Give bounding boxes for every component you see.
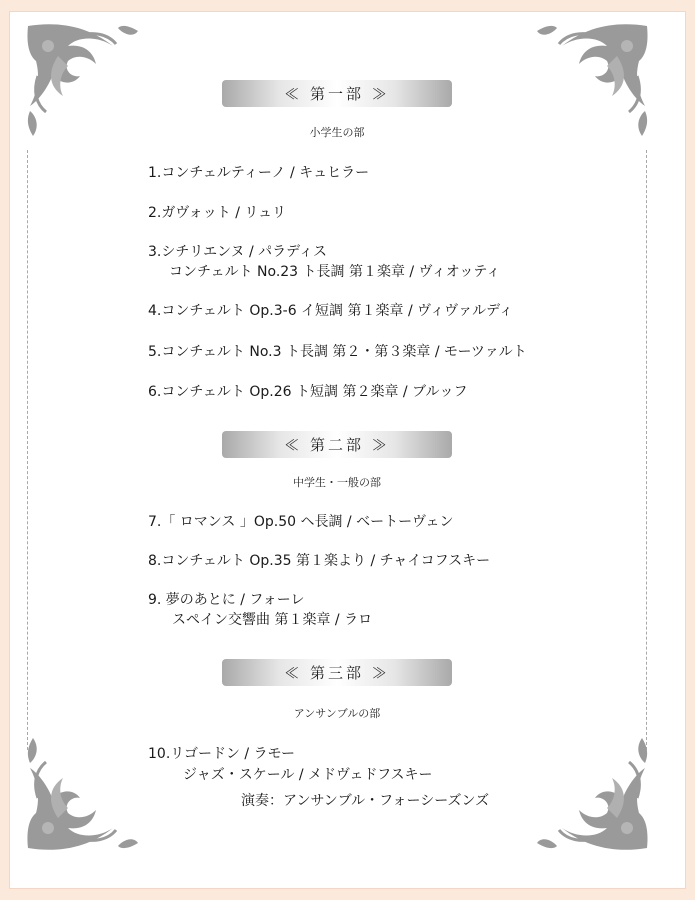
flourish-ornament-icon xyxy=(537,16,657,146)
program-item: 3.シチリエンヌ / パラディス xyxy=(148,244,328,260)
program-item-continuation: スペイン交響曲 第１楽章 / ラロ xyxy=(172,612,373,628)
program-item: 6.コンチェルト Op.26 ト短調 第２楽章 / ブルッフ xyxy=(148,384,468,400)
program-item: 8.コンチェルト Op.35 第１楽より / チャイコフスキー xyxy=(148,553,491,569)
flourish-ornament-icon xyxy=(18,728,138,858)
section-subtitle: アンサンブルの部 xyxy=(293,707,381,720)
program-item: 9. 夢のあとに / フォーレ xyxy=(148,592,305,608)
program-item: 2.ガヴォット / リュリ xyxy=(148,205,286,221)
section-subtitle: 中学生・一般の部 xyxy=(293,476,381,489)
program-item: 4.コンチェルト Op.3-6 イ短調 第１楽章 / ヴィヴァルディ xyxy=(148,303,514,319)
dashed-border-left xyxy=(27,150,28,750)
section-heading: ≪ 第二部 ≫ xyxy=(222,431,452,458)
dashed-border-right xyxy=(646,150,647,750)
program-item-continuation: ジャズ・スケール / メドヴェドフスキー xyxy=(183,767,433,783)
program-item: 5.コンチェルト No.3 ト長調 第２・第３楽章 / モーツァルト xyxy=(148,344,527,360)
program-item-continuation: コンチェルト No.23 ト長調 第１楽章 / ヴィオッティ xyxy=(169,264,501,280)
section-heading: ≪ 第一部 ≫ xyxy=(222,80,452,107)
section-heading: ≪ 第三部 ≫ xyxy=(222,659,452,686)
program-item: 10.リゴードン / ラモー xyxy=(148,746,296,762)
program-item: 7.「 ロマンス 」Op.50 ヘ長調 / ベートーヴェン xyxy=(148,514,454,530)
flourish-ornament-icon xyxy=(537,728,657,858)
flourish-ornament-icon xyxy=(18,16,138,146)
program-item: 1.コンチェルティーノ / キュヒラー xyxy=(148,165,370,181)
section-subtitle: 小学生の部 xyxy=(309,126,365,139)
performer-credit: 演奏：アンサンブル・フォーシーズンズ xyxy=(241,793,490,809)
